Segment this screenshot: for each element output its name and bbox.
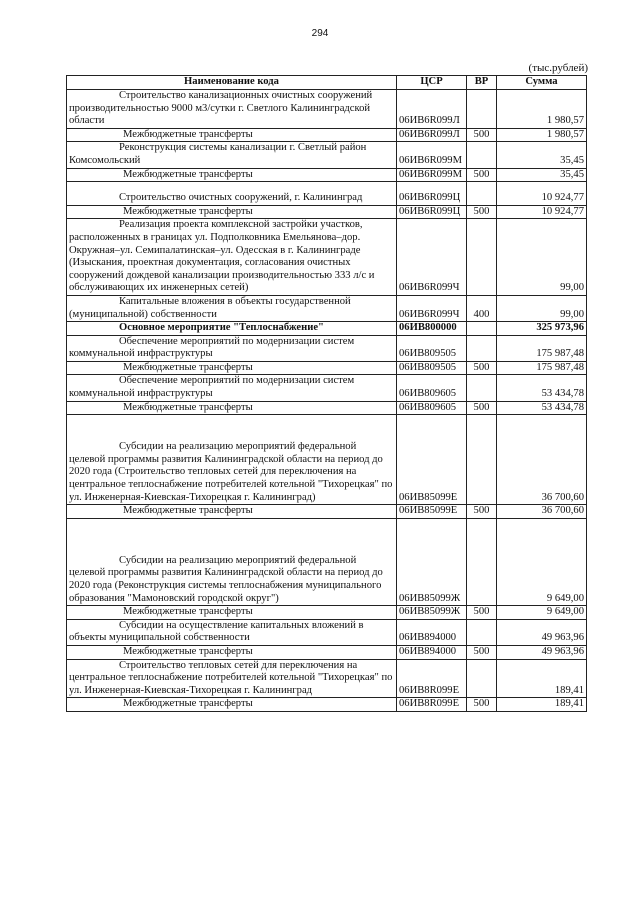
- row-csr: 06ИВ6R099М: [397, 142, 467, 168]
- row-sum: 1 980,57: [497, 90, 587, 129]
- row-vr: 500: [467, 606, 497, 620]
- row-csr: 06ИВ6R099Л: [397, 128, 467, 142]
- row-sum: 1 980,57: [497, 128, 587, 142]
- row-vr: 500: [467, 401, 497, 415]
- row-csr: 06ИВ809605: [397, 401, 467, 415]
- row-csr: 06ИВ6R099Ч: [397, 295, 467, 321]
- row-csr: 06ИВ894000: [397, 645, 467, 659]
- row-sum: 53 434,78: [497, 375, 587, 401]
- table-header-row: [67, 76, 587, 90]
- row-vr: 400: [467, 295, 497, 321]
- row-csr: 06ИВ800000: [397, 322, 467, 336]
- table-row: [67, 322, 587, 336]
- row-sum: 325 973,96: [497, 322, 587, 336]
- table-row: [67, 335, 587, 361]
- row-sum: 175 987,48: [497, 335, 587, 361]
- row-vr: 500: [467, 505, 497, 519]
- row-vr: [467, 335, 497, 361]
- row-name: Межбюджетные трансферты: [67, 205, 397, 219]
- header-sum: Сумма: [497, 76, 587, 90]
- row-name: Обеспечение мероприятий по модернизации систем коммунальной инфраструктуры: [67, 335, 397, 361]
- row-vr: 500: [467, 698, 497, 712]
- table-row: [67, 142, 587, 168]
- row-name: Межбюджетные трансферты: [67, 505, 397, 519]
- row-sum: 36 700,60: [497, 415, 587, 505]
- row-csr: 06ИВ85099Ж: [397, 606, 467, 620]
- row-name: Субсидии на реализацию мероприятий федеральной целевой программы развития Калининградской области на период до 2020 года (Реконструкция системы теплоснабжения муниципального образования "Мамоновский городской округ"): [67, 518, 397, 605]
- table-row: [67, 415, 587, 505]
- row-name: Межбюджетные трансферты: [67, 168, 397, 182]
- row-csr: 06ИВ894000: [397, 619, 467, 645]
- table-row: [67, 619, 587, 645]
- row-vr: 500: [467, 361, 497, 375]
- row-name: Межбюджетные трансферты: [67, 128, 397, 142]
- budget-table: [66, 75, 587, 712]
- row-name: Обеспечение мероприятий по модернизации систем коммунальной инфраструктуры: [67, 375, 397, 401]
- header-name: Наименование кода: [67, 76, 397, 90]
- row-sum: 99,00: [497, 295, 587, 321]
- table-row: [67, 698, 587, 712]
- row-vr: [467, 142, 497, 168]
- row-name: Строительство канализационных очистных сооружений производительностью 9000 м3/сутки г. Светлого Калининградской области: [67, 90, 397, 129]
- table-row: [67, 645, 587, 659]
- row-name: Строительство тепловых сетей для переключения на центральное теплоснабжение потребителей котельной "Тихорецкая" по ул. Инженерная-Киевская-Тихорецкая г. Калининград: [67, 659, 397, 698]
- units-label: (тыс.рублей): [528, 62, 588, 74]
- row-sum: 99,00: [497, 219, 587, 296]
- row-sum: 189,41: [497, 698, 587, 712]
- row-vr: [467, 219, 497, 296]
- row-sum: 36 700,60: [497, 505, 587, 519]
- row-sum: 10 924,77: [497, 182, 587, 206]
- page-number: 294: [311, 28, 329, 39]
- table-row: [67, 295, 587, 321]
- row-vr: [467, 619, 497, 645]
- row-csr: 06ИВ809605: [397, 375, 467, 401]
- row-vr: [467, 415, 497, 505]
- table-row: [67, 505, 587, 519]
- table-row: [67, 659, 587, 698]
- table-row: [67, 219, 587, 296]
- row-name: Межбюджетные трансферты: [67, 698, 397, 712]
- table-row: [67, 205, 587, 219]
- row-csr: 06ИВ85099Ж: [397, 518, 467, 605]
- row-vr: 500: [467, 645, 497, 659]
- row-name: Межбюджетные трансферты: [67, 401, 397, 415]
- row-name: Капитальные вложения в объекты государственной (муниципальной) собственности: [67, 295, 397, 321]
- row-vr: 500: [467, 128, 497, 142]
- table-body: [67, 90, 587, 712]
- row-sum: 35,45: [497, 142, 587, 168]
- row-vr: [467, 659, 497, 698]
- row-sum: 49 963,96: [497, 645, 587, 659]
- row-csr: 06ИВ6R099Ц: [397, 205, 467, 219]
- table-row: [67, 168, 587, 182]
- row-csr: 06ИВ6R099М: [397, 168, 467, 182]
- table-row: [67, 90, 587, 129]
- row-name: Реализация проекта комплексной застройки участков, расположенных в границах ул. Подполковника Емельянова–дор. Окружная–ул. Семипалатинская–ул. Одесская в г. Калининграде (Изыскания, проектная документация, согласования очистных сооружений дождевой канализации производительностью 333 л/с и обслуживающих их инженерных сетей): [67, 219, 397, 296]
- row-sum: 49 963,96: [497, 619, 587, 645]
- row-vr: 500: [467, 205, 497, 219]
- row-vr: [467, 518, 497, 605]
- row-name: Субсидии на осуществление капитальных вложений в объекты муниципальной собственности: [67, 619, 397, 645]
- row-vr: [467, 322, 497, 336]
- header-vr: ВР: [467, 76, 497, 90]
- row-csr: 06ИВ8R099Е: [397, 659, 467, 698]
- row-vr: 500: [467, 168, 497, 182]
- row-sum: 9 649,00: [497, 518, 587, 605]
- row-sum: 175 987,48: [497, 361, 587, 375]
- row-vr: [467, 182, 497, 206]
- row-csr: 06ИВ6R099Л: [397, 90, 467, 129]
- row-sum: 10 924,77: [497, 205, 587, 219]
- row-name: Реконструкция системы канализации г. Светлый район Комсомольский: [67, 142, 397, 168]
- table-row: [67, 401, 587, 415]
- row-name: Межбюджетные трансферты: [67, 361, 397, 375]
- row-csr: 06ИВ6R099Ч: [397, 219, 467, 296]
- row-csr: 06ИВ85099Е: [397, 505, 467, 519]
- table-row: [67, 518, 587, 605]
- table-row: [67, 182, 587, 206]
- row-csr: 06ИВ85099Е: [397, 415, 467, 505]
- row-name: Основное мероприятие "Теплоснабжение": [67, 322, 397, 336]
- row-sum: 9 649,00: [497, 606, 587, 620]
- row-csr: 06ИВ809505: [397, 335, 467, 361]
- row-name: Межбюджетные трансферты: [67, 606, 397, 620]
- row-name: Строительство очистных сооружений, г. Калининград: [67, 182, 397, 206]
- table-row: [67, 375, 587, 401]
- row-csr: 06ИВ6R099Ц: [397, 182, 467, 206]
- row-csr: 06ИВ809505: [397, 361, 467, 375]
- row-sum: 53 434,78: [497, 401, 587, 415]
- row-csr: 06ИВ8R099Е: [397, 698, 467, 712]
- header-csr: ЦСР: [397, 76, 467, 90]
- table-row: [67, 606, 587, 620]
- row-name: Субсидии на реализацию мероприятий федеральной целевой программы развития Калининградской области на период до 2020 года (Строительство тепловых сетей для переключения на центральное теплоснабжение потребителей котельной "Тихорецкая" по ул. Инженерная-Киевская-Тихорецкая г. Калининград): [67, 415, 397, 505]
- table-row: [67, 128, 587, 142]
- row-vr: [467, 375, 497, 401]
- row-sum: 189,41: [497, 659, 587, 698]
- row-vr: [467, 90, 497, 129]
- row-sum: 35,45: [497, 168, 587, 182]
- row-name: Межбюджетные трансферты: [67, 645, 397, 659]
- table-row: [67, 361, 587, 375]
